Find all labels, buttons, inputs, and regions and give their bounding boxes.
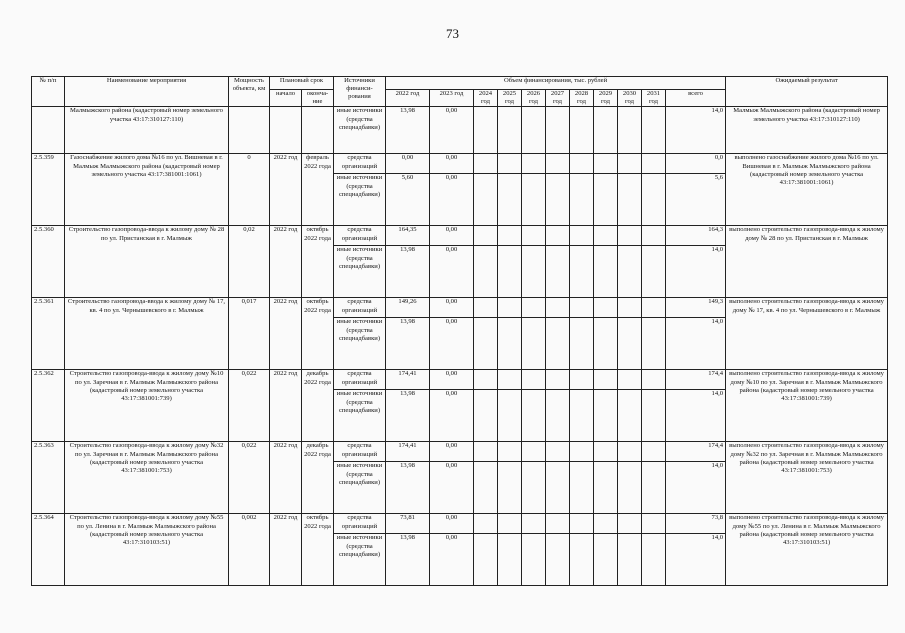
cell-source: иные источники (средства спецнадбавки) [334, 246, 386, 298]
cell-name: Строительство газопровода-ввода к жилому дому № 28 по ул. Пристанская в г. Малмыж [65, 226, 229, 298]
cell-2022: 13,98 [386, 318, 430, 370]
cell-name: Газоснабжение жилого дома №16 по ул. Вишневая в г. Малмыж Малмыжского района (кадастровый номер земельного участка 43:17:381001:1061) [65, 154, 229, 226]
cell-name: Строительство газопровода-ввода к жилому дому №32 по ул. Заречная в г. Малмыж Малмыжского района (кадастровый номер земельного участка 43:17:381001:753) [65, 442, 229, 514]
financing-table [31, 76, 888, 586]
cell-capacity: 0,002 [229, 514, 270, 586]
cell-total: 14,0 [666, 246, 726, 298]
cell-source: иные источники (средства спецнадбавки) [334, 390, 386, 442]
cell-source: иные источники (средства спецнадбавки) [334, 318, 386, 370]
table-row [32, 298, 888, 318]
cell-num: 2.5.364 [32, 514, 65, 586]
cell-total: 14,0 [666, 318, 726, 370]
header-year: 2025 год [498, 90, 522, 107]
cell-2022: 174,41 [386, 370, 430, 390]
cell-start: 2022 год [270, 370, 302, 442]
cell-end: февраль 2022 года [302, 154, 334, 226]
table-row [32, 226, 888, 246]
cell-start: 2022 год [270, 154, 302, 226]
cell-end [302, 107, 334, 154]
cell-total: 174,4 [666, 442, 726, 462]
cell-2023: 0,00 [430, 226, 474, 246]
cell-capacity: 0,022 [229, 370, 270, 442]
cell-name: Строительство газопровода-ввода к жилому дому №10 по ул. Заречная в г. Малмыж Малмыжского района (кадастровый номер земельного участка 43:17:381001:739) [65, 370, 229, 442]
cell-end: октябрь 2022 года [302, 514, 334, 586]
header-total: всего [666, 90, 726, 107]
table-row [32, 514, 888, 534]
header-start: начало [270, 90, 302, 107]
cell-end: декабрь 2022 года [302, 370, 334, 442]
cell-2023: 0,00 [430, 298, 474, 318]
cell-result: выполнено строительство газопровода-ввода к жилому дому №10 по ул. Заречная в г. Малмыж Малмыжского района (кадастровый номер земельного участка 43:17:381001:739) [726, 370, 888, 442]
cell-name: Строительство газопровода-ввода к жилому дому №55 по ул. Ленина в г. Малмыж Малмыжского района (кадастровый номер земельного участка 43:17:310103:51) [65, 514, 229, 586]
cell-start: 2022 год [270, 226, 302, 298]
cell-2023: 0,00 [430, 442, 474, 462]
cell-source: средства организаций [334, 370, 386, 390]
table-body [32, 154, 888, 586]
header-num: № п/п [32, 77, 65, 107]
header-year: 2030 год [618, 90, 642, 107]
header-plan-term: Плановый срок [270, 77, 334, 90]
page-number: 73 [446, 26, 459, 41]
cell-num: 2.5.363 [32, 442, 65, 514]
cell-capacity: 0,017 [229, 298, 270, 370]
cell-2023: 0,00 [430, 390, 474, 442]
cell-capacity: 0,022 [229, 442, 270, 514]
table-row [32, 442, 888, 462]
cell-result: выполнено газоснабжение жилого дома №16 по ул. Вишневая в г. Малмыж Малмыжского района (кадастровый номер земельного участка 43:17:381001:1061) [726, 154, 888, 226]
cell-source: иные источники (средства спецнадбавки) [334, 107, 386, 154]
header-year: 2029 год [594, 90, 618, 107]
cell-2023: 0,00 [430, 370, 474, 390]
header-year: 2026 год [522, 90, 546, 107]
cell-start [270, 107, 302, 154]
cell-source: иные источники (средства спецнадбавки) [334, 534, 386, 586]
cell-result: выполнено строительство газопровода-ввода к жилому дому № 28 по ул. Пристанская в г. Малмыж [726, 226, 888, 298]
cell-source: средства организаций [334, 442, 386, 462]
cell-num [32, 107, 65, 154]
header-year: 2031 год [642, 90, 666, 107]
cell-source: иные источники (средства спецнадбавки) [334, 174, 386, 226]
cell-total: 14,0 [666, 462, 726, 514]
table-row [32, 154, 888, 174]
header-end: оконча-ние [302, 90, 334, 107]
cell-2022: 13,98 [386, 107, 430, 154]
cell-source: средства организаций [334, 154, 386, 174]
cell-name: Строительство газопровода-ввода к жилому дому № 17, кв. 4 по ул. Чернышевского в г. Малмыж [65, 298, 229, 370]
cell-num: 2.5.361 [32, 298, 65, 370]
cell-end: октябрь 2022 года [302, 226, 334, 298]
cell-total: 14,0 [666, 534, 726, 586]
cell-total: 14,0 [666, 107, 726, 154]
cell-2023: 0,00 [430, 107, 474, 154]
table-row [32, 370, 888, 390]
cell-start: 2022 год [270, 442, 302, 514]
cell-2022: 13,98 [386, 246, 430, 298]
cell-end: октябрь 2022 года [302, 298, 334, 370]
cell-result: выполнено строительство газопровода-ввода к жилому дому №32 по ул. Заречная в г. Малмыж Малмыжского района (кадастровый номер земельного участка 43:17:381001:753) [726, 442, 888, 514]
cell-source: средства организаций [334, 298, 386, 318]
cell-total: 14,0 [666, 390, 726, 442]
cell-source: иные источники (средства спецнадбавки) [334, 462, 386, 514]
header-result: Ожидаемый результат [726, 77, 888, 107]
cell-2022: 13,98 [386, 462, 430, 514]
header-year: 2027 год [546, 90, 570, 107]
header-year: 2023 год [430, 90, 474, 107]
header-year: 2028 год [570, 90, 594, 107]
cell-source: средства организаций [334, 514, 386, 534]
cell-2022: 174,41 [386, 442, 430, 462]
cell-num: 2.5.360 [32, 226, 65, 298]
cell-total: 5,6 [666, 174, 726, 226]
cell-2023: 0,00 [430, 462, 474, 514]
cell-2022: 0,00 [386, 154, 430, 174]
cell-source: средства организаций [334, 226, 386, 246]
header-sources: Источники финанси-рования [334, 77, 386, 107]
cell-num: 2.5.362 [32, 370, 65, 442]
cell-2022: 73,81 [386, 514, 430, 534]
cell-2023: 0,00 [430, 514, 474, 534]
cell-2023: 0,00 [430, 534, 474, 586]
cell-capacity [229, 107, 270, 154]
cell-total: 73,8 [666, 514, 726, 534]
cell-capacity: 0,02 [229, 226, 270, 298]
cell-total: 149,3 [666, 298, 726, 318]
cell-2023: 0,00 [430, 174, 474, 226]
cell-2022: 164,35 [386, 226, 430, 246]
header-name: Наименование мероприятия [65, 77, 229, 107]
cell-result: Малмыж Малмыжского района (кадастровый номер земельного участка 43:17:310127:110) [726, 107, 888, 154]
header-year: 2022 год [386, 90, 430, 107]
header-row-1 [32, 77, 888, 90]
cell-result: выполнено строительство газопровода-ввода к жилому дому №55 по ул. Ленина в г. Малмыж Малмыжского района (кадастровый номер земельного участка 43:17:310103:51) [726, 514, 888, 586]
cell-2023: 0,00 [430, 246, 474, 298]
cell-2023: 0,00 [430, 154, 474, 174]
table-row [32, 107, 888, 154]
cell-2022: 149,26 [386, 298, 430, 318]
cell-capacity: 0 [229, 154, 270, 226]
cell-2023: 0,00 [430, 318, 474, 370]
header-capacity: Мощность объекта, км [229, 77, 270, 107]
cell-result: выполнено строительство газопровода-ввода к жилому дому № 17, кв. 4 по ул. Чернышевского в г. Малмыж [726, 298, 888, 370]
cell-name: Малмыжского района (кадастровый номер земельного участка 43:17:310127:110) [65, 107, 229, 154]
cell-2022: 5,60 [386, 174, 430, 226]
cell-2022: 13,98 [386, 390, 430, 442]
cell-end: декабрь 2022 года [302, 442, 334, 514]
header-volume: Объем финансирования, тыс. рублей [386, 77, 726, 90]
cell-total: 174,4 [666, 370, 726, 390]
cell-num: 2.5.359 [32, 154, 65, 226]
cell-start: 2022 год [270, 514, 302, 586]
cell-total: 164,3 [666, 226, 726, 246]
cell-2022: 13,98 [386, 534, 430, 586]
cell-total: 0,0 [666, 154, 726, 174]
cell-start: 2022 год [270, 298, 302, 370]
header-year: 2024 год [474, 90, 498, 107]
